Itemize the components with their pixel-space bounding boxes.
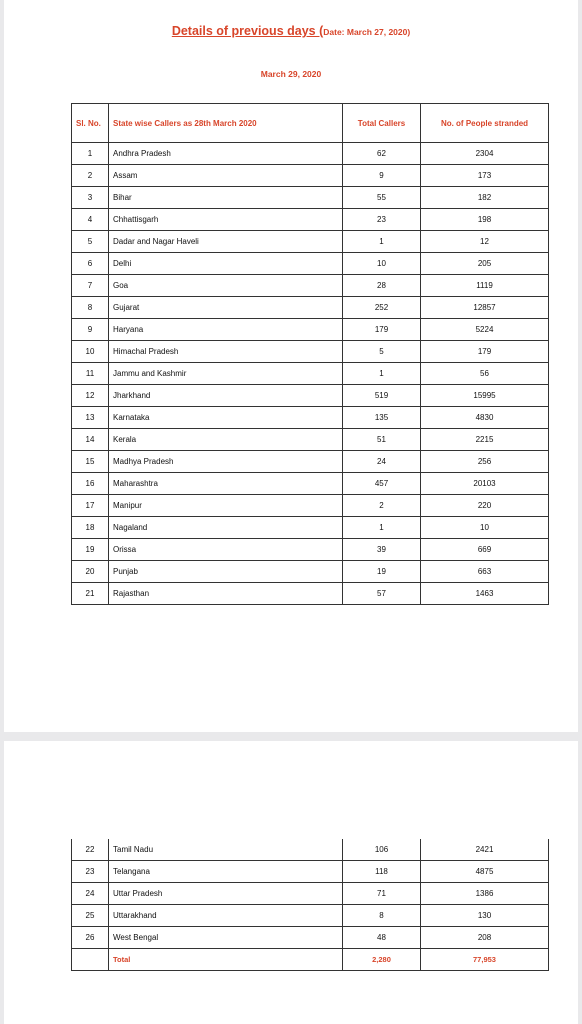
row-state: Karnataka bbox=[109, 407, 343, 429]
row-state: Orissa bbox=[109, 539, 343, 561]
title-main: Details of previous days ( bbox=[171, 24, 324, 38]
row-sl-no: 26 bbox=[72, 927, 109, 949]
row-state: Goa bbox=[109, 275, 343, 297]
row-people-stranded: 4830 bbox=[421, 407, 549, 429]
row-people-stranded: 669 bbox=[421, 539, 549, 561]
row-total-callers: 23 bbox=[343, 209, 421, 231]
table-row bbox=[72, 143, 549, 165]
row-people-stranded: 2421 bbox=[421, 839, 549, 861]
row-people-stranded: 205 bbox=[421, 253, 549, 275]
row-people-stranded: 2215 bbox=[421, 429, 549, 451]
row-total-callers: 2 bbox=[343, 495, 421, 517]
row-people-stranded: 663 bbox=[421, 561, 549, 583]
table-row bbox=[72, 539, 549, 561]
row-state: Andhra Pradesh bbox=[109, 143, 343, 165]
row-state: Manipur bbox=[109, 495, 343, 517]
row-sl-no: 17 bbox=[72, 495, 109, 517]
row-people-stranded: 198 bbox=[421, 209, 549, 231]
row-sl-no: 18 bbox=[72, 517, 109, 539]
row-total-callers: 9 bbox=[343, 165, 421, 187]
row-state: Himachal Pradesh bbox=[109, 341, 343, 363]
total-stranded: 77,953 bbox=[421, 949, 549, 971]
row-total-callers: 62 bbox=[343, 143, 421, 165]
row-people-stranded: 1386 bbox=[421, 883, 549, 905]
row-sl-no: 14 bbox=[72, 429, 109, 451]
table-row bbox=[72, 407, 549, 429]
row-state: Rajasthan bbox=[109, 583, 343, 605]
row-state: Uttar Pradesh bbox=[109, 883, 343, 905]
row-total-callers: 457 bbox=[343, 473, 421, 495]
stranded-table-part-1 bbox=[71, 103, 549, 605]
header-sl-no: Sl. No. bbox=[72, 104, 109, 143]
row-people-stranded: 220 bbox=[421, 495, 549, 517]
table-row bbox=[72, 451, 549, 473]
row-sl-no: 21 bbox=[72, 583, 109, 605]
row-people-stranded: 179 bbox=[421, 341, 549, 363]
row-total-callers: 8 bbox=[343, 905, 421, 927]
table-row bbox=[72, 905, 549, 927]
row-sl-no: 8 bbox=[72, 297, 109, 319]
document-page-1 bbox=[4, 0, 578, 732]
row-sl-no: 10 bbox=[72, 341, 109, 363]
row-people-stranded: 20103 bbox=[421, 473, 549, 495]
table-row bbox=[72, 429, 549, 451]
row-state: Delhi bbox=[109, 253, 343, 275]
row-sl-no: 7 bbox=[72, 275, 109, 297]
table-row bbox=[72, 297, 549, 319]
table-row bbox=[72, 839, 549, 861]
total-label: Total bbox=[109, 949, 343, 971]
row-state: Dadar and Nagar Haveli bbox=[109, 231, 343, 253]
row-total-callers: 51 bbox=[343, 429, 421, 451]
row-sl-no: 9 bbox=[72, 319, 109, 341]
row-total-callers: 179 bbox=[343, 319, 421, 341]
row-sl-no: 5 bbox=[72, 231, 109, 253]
table-row bbox=[72, 883, 549, 905]
row-state: Jharkhand bbox=[109, 385, 343, 407]
row-sl-no: 22 bbox=[72, 839, 109, 861]
total-callers: 2,280 bbox=[343, 949, 421, 971]
row-state: Bihar bbox=[109, 187, 343, 209]
header-people-stranded: No. of People stranded bbox=[421, 104, 549, 143]
row-sl-no: 2 bbox=[72, 165, 109, 187]
row-total-callers: 24 bbox=[343, 451, 421, 473]
row-sl-no: 12 bbox=[72, 385, 109, 407]
row-sl-no: 13 bbox=[72, 407, 109, 429]
report-date: March 29, 2020 bbox=[260, 69, 322, 79]
table-row bbox=[72, 517, 549, 539]
row-state: Haryana bbox=[109, 319, 343, 341]
row-sl-no: 6 bbox=[72, 253, 109, 275]
row-state: Tamil Nadu bbox=[109, 839, 343, 861]
table-row bbox=[72, 231, 549, 253]
row-sl-no: 23 bbox=[72, 861, 109, 883]
row-sl-no: 20 bbox=[72, 561, 109, 583]
row-people-stranded: 256 bbox=[421, 451, 549, 473]
table-row bbox=[72, 495, 549, 517]
row-total-callers: 1 bbox=[343, 363, 421, 385]
row-sl-no: 1 bbox=[72, 143, 109, 165]
row-state: Punjab bbox=[109, 561, 343, 583]
table-row bbox=[72, 861, 549, 883]
table-row bbox=[72, 187, 549, 209]
table-row bbox=[72, 253, 549, 275]
table-row bbox=[72, 275, 549, 297]
row-people-stranded: 1119 bbox=[421, 275, 549, 297]
row-sl-no: 16 bbox=[72, 473, 109, 495]
row-state: Assam bbox=[109, 165, 343, 187]
table-row bbox=[72, 341, 549, 363]
table-row bbox=[72, 927, 549, 949]
table-header-row bbox=[72, 104, 549, 143]
row-people-stranded: 1463 bbox=[421, 583, 549, 605]
table-row bbox=[72, 473, 549, 495]
total-row bbox=[72, 949, 549, 971]
row-state: Telangana bbox=[109, 861, 343, 883]
row-sl-no: 11 bbox=[72, 363, 109, 385]
row-total-callers: 1 bbox=[343, 231, 421, 253]
row-total-callers: 55 bbox=[343, 187, 421, 209]
table-row bbox=[72, 319, 549, 341]
document-title bbox=[4, 22, 578, 40]
title-date: Date: March 27, 2020) bbox=[323, 27, 411, 37]
table-row bbox=[72, 363, 549, 385]
row-sl-no: 3 bbox=[72, 187, 109, 209]
stranded-table-part-2 bbox=[71, 839, 549, 971]
row-state: Gujarat bbox=[109, 297, 343, 319]
row-total-callers: 118 bbox=[343, 861, 421, 883]
row-state: Uttarakhand bbox=[109, 905, 343, 927]
row-sl-no: 15 bbox=[72, 451, 109, 473]
row-state: Kerala bbox=[109, 429, 343, 451]
row-total-callers: 48 bbox=[343, 927, 421, 949]
row-people-stranded: 130 bbox=[421, 905, 549, 927]
row-people-stranded: 182 bbox=[421, 187, 549, 209]
row-state: Maharashtra bbox=[109, 473, 343, 495]
row-state: West Bengal bbox=[109, 927, 343, 949]
row-people-stranded: 4875 bbox=[421, 861, 549, 883]
row-total-callers: 19 bbox=[343, 561, 421, 583]
row-people-stranded: 10 bbox=[421, 517, 549, 539]
row-people-stranded: 15995 bbox=[421, 385, 549, 407]
row-people-stranded: 12 bbox=[421, 231, 549, 253]
row-total-callers: 71 bbox=[343, 883, 421, 905]
table-row bbox=[72, 385, 549, 407]
row-people-stranded: 173 bbox=[421, 165, 549, 187]
row-total-callers: 519 bbox=[343, 385, 421, 407]
row-people-stranded: 2304 bbox=[421, 143, 549, 165]
row-sl-no: 24 bbox=[72, 883, 109, 905]
row-sl-no: 19 bbox=[72, 539, 109, 561]
row-total-callers: 1 bbox=[343, 517, 421, 539]
header-state: State wise Callers as 28th March 2020 bbox=[109, 104, 343, 143]
row-state: Madhya Pradesh bbox=[109, 451, 343, 473]
row-people-stranded: 208 bbox=[421, 927, 549, 949]
table-row bbox=[72, 561, 549, 583]
total-sl-cell bbox=[72, 949, 109, 971]
table-row bbox=[72, 583, 549, 605]
header-total-callers: Total Callers bbox=[343, 104, 421, 143]
row-total-callers: 57 bbox=[343, 583, 421, 605]
row-total-callers: 39 bbox=[343, 539, 421, 561]
row-people-stranded: 5224 bbox=[421, 319, 549, 341]
document-page-2 bbox=[4, 741, 578, 1024]
row-state: Jammu and Kashmir bbox=[109, 363, 343, 385]
row-total-callers: 135 bbox=[343, 407, 421, 429]
table-row bbox=[72, 209, 549, 231]
row-sl-no: 4 bbox=[72, 209, 109, 231]
row-total-callers: 5 bbox=[343, 341, 421, 363]
row-total-callers: 106 bbox=[343, 839, 421, 861]
row-people-stranded: 56 bbox=[421, 363, 549, 385]
row-total-callers: 28 bbox=[343, 275, 421, 297]
table-row bbox=[72, 165, 549, 187]
row-state: Chhattisgarh bbox=[109, 209, 343, 231]
row-total-callers: 10 bbox=[343, 253, 421, 275]
row-sl-no: 25 bbox=[72, 905, 109, 927]
row-total-callers: 252 bbox=[343, 297, 421, 319]
row-people-stranded: 12857 bbox=[421, 297, 549, 319]
row-state: Nagaland bbox=[109, 517, 343, 539]
